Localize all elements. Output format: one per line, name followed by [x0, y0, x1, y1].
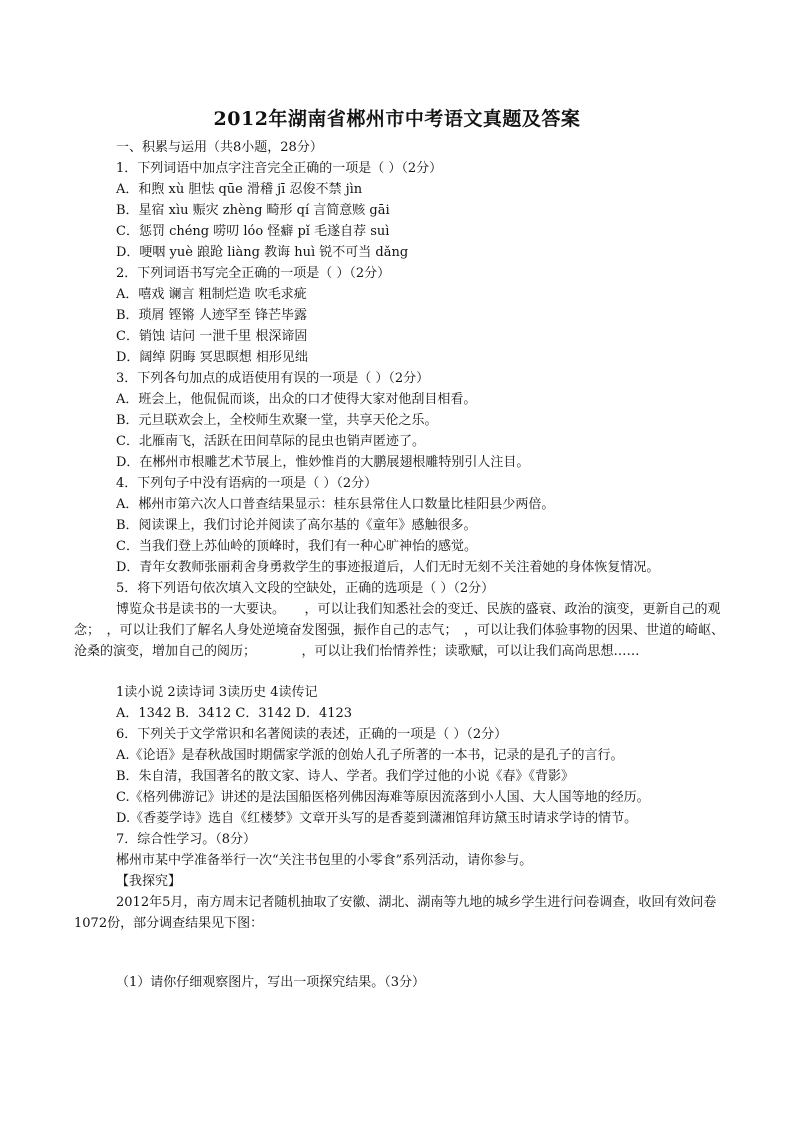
- question-2-option-c: C．销蚀 诘问 一泄千里 根深谛固: [116, 329, 308, 344]
- question-3-option-a: A．班会上，他侃侃而谈，出众的口才使得大家对他刮目相看。: [116, 392, 477, 407]
- question-5-passage: 博览众书是读书的一大要诀。 ，可以让我们知悉社会的变迁、民族的盛衰、政治的演变，更新自己的观念； ，可以让我们了解名人身处逆境奋发图强，振作自己的志气； ，可以让我们体验事物的因果、世道的崎岖、沧桑的演变，增加自己的阅历； ，可以让我们怡情养性；读歌赋，可以让我们高尚思想……: [74, 602, 725, 659]
- section-heading: 一、积累与运用（共8小题，28分）: [116, 140, 323, 155]
- question-1-option-d: D．哽咽 yuè 踉跄 liàng 教诲 huì 锐不可当 dǎng: [116, 245, 409, 260]
- question-5-options: A．1342 B．3412 C．3142 D．4123: [116, 706, 353, 721]
- question-2-stem: 2．下列词语书写完全正确的一项是（ ）（2分）: [116, 266, 391, 281]
- question-1-stem: 1．下列词语中加点字注音完全正确的一项是（ ）（2分）: [116, 161, 443, 176]
- question-7-intro: 郴州市某中学准备举行一次“关注书包里的小零食”系列活动，请你参与。: [116, 853, 533, 868]
- question-4-option-d: D．青年女教师张丽莉舍身勇救学生的事迹报道后，人们无时无刻不关注着她的身体恢复情况。: [116, 560, 660, 575]
- question-3-option-c: C．北雁南飞，活跃在田间草际的昆虫也销声匿迹了。: [116, 434, 425, 449]
- question-6-option-d: D.《香菱学诗》选自《红楼梦》文章开头写的是香菱到潇湘馆拜访黛玉时请求学诗的情节。: [116, 811, 638, 826]
- question-7-survey: 2012年5月，南方周末记者随机抽取了安徽、湖北、湖南等九地的城乡学生进行问卷调查，收回有效问卷1072份，部分调查结果见下图：: [74, 895, 717, 931]
- question-7-stem: 7．综合性学习。（8分）: [116, 832, 257, 847]
- question-4-stem: 4．下列句子中没有语病的一项是（ ）（2分）: [116, 476, 378, 491]
- question-4-option-a: A．郴州市第六次人口普查结果显示：桂东县常住人口数量比桂阳县少两倍。: [116, 497, 555, 512]
- question-5-items: 1读小说 2读诗词 3读历史 4读传记: [116, 685, 318, 700]
- question-5-stem: 5．将下列语句依次填入文段的空缺处，正确的选项是（ ）（2分）: [116, 581, 495, 596]
- question-6-stem: 6．下列关于文学常识和名著阅读的表述，正确的一项是（ ）（2分）: [116, 727, 508, 742]
- question-6-option-a: A.《论语》是春秋战国时期儒家学派的创始人孔子所著的一本书，记录的是孔子的言行。: [116, 748, 624, 763]
- question-1-option-c: C．惩罚 chéng 唠叨 lóo 怪癖 pǐ 毛遂自荐 suì: [116, 224, 390, 239]
- question-1-option-a: A．和煦 xù 胆怯 qūe 滑稽 jī 忍俊不禁 jìn: [116, 182, 363, 197]
- question-3-option-d: D．在郴州市根雕艺术节展上，惟妙惟肖的大鹏展翅根雕特别引人注目。: [116, 455, 530, 470]
- question-2-option-a: A．嘻戏 谰言 粗制烂造 吹毛求疵: [116, 287, 307, 302]
- question-1-option-b: B．星宿 xìu 赈灾 zhèng 畸形 qí 言简意赅 gāi: [116, 203, 390, 218]
- question-7-heading: 【我探究】: [116, 874, 182, 889]
- question-3-option-b: B．元旦联欢会上，全校师生欢聚一堂，共享天伦之乐。: [116, 413, 438, 428]
- question-4-option-b: B．阅读课上，我们讨论并阅读了高尔基的《童年》感触很多。: [116, 518, 477, 533]
- question-2-option-d: D．阔绰 阴晦 冥思瞑想 相形见绌: [116, 350, 308, 365]
- question-4-option-c: C．当我们登上苏仙岭的顶峰时，我们有一种心旷神怡的感觉。: [116, 539, 477, 554]
- question-2-option-b: B．琐屑 铿锵 人迹罕至 锋芒毕露: [116, 308, 307, 323]
- question-6-option-b: B．朱自清，我国著名的散文家、诗人、学者。我们学过他的小说《春》《背影》: [116, 769, 575, 784]
- question-6-option-c: C.《格列佛游记》讲述的是法国船医格列佛因海难等原因流落到小人国、大人国等地的经历。: [116, 790, 650, 805]
- question-3-stem: 3．下列各句加点的成语使用有误的一项是（ ）（2分）: [116, 371, 430, 386]
- page-title: 2012年湖南省郴州市中考语文真题及答案: [213, 108, 581, 130]
- question-7-sub-1: （1）请你仔细观察图片，写出一项探究结果。（3分）: [116, 975, 426, 990]
